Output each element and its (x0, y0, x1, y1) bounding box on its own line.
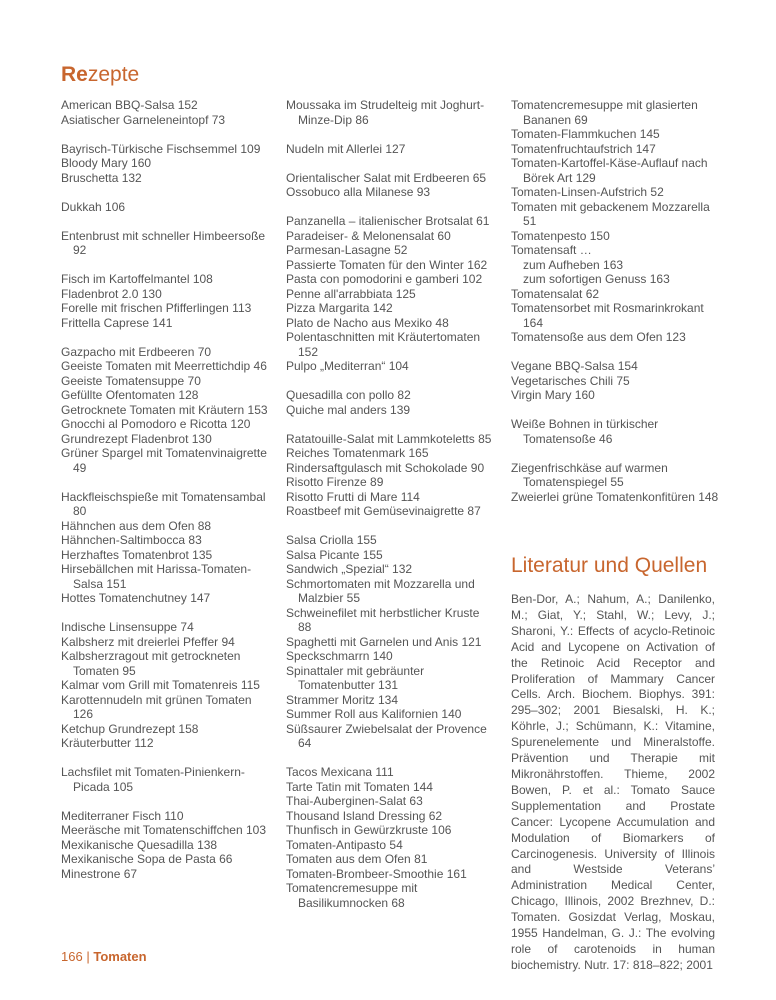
index-entry: Tomatensorbet mit Rosmarinkrokant 164 (511, 301, 704, 330)
index-group (511, 98, 721, 345)
index-group (286, 765, 496, 910)
index-entry: Pasta con pomodorini e gamberi 102 (286, 272, 483, 286)
index-entry: Salsa Criolla 155 (286, 533, 377, 547)
index-entry: Schweinefilet mit herbstlicher Kruste 88 (286, 605, 480, 634)
index-entry: Mediterraner Fisch 110 (61, 808, 184, 823)
index-entry: Hackfleischspieße mit Tomatensambal 80 (61, 489, 266, 518)
index-entry: Spinattaler mit gebräunter Tomatenbutter 131 (286, 663, 425, 692)
index-group (511, 417, 721, 446)
index-group (61, 490, 271, 606)
index-entry: Tomatencremesuppe mit Basilikumnocken 68 (286, 881, 418, 910)
index-entry: Mexikanische Quesadilla 138 (61, 837, 218, 852)
index-entry: Hähnchen aus dem Ofen 88 (61, 518, 212, 533)
index-group (511, 359, 721, 403)
index-entry: Tarte Tatin mit Tomaten 144 (286, 779, 433, 794)
index-entry: Fladenbrot 2.0 130 (61, 286, 162, 301)
index-entry: Thousand Island Dressing 62 (286, 808, 443, 823)
index-entry: Penne all'arrabbiata 125 (286, 286, 416, 301)
index-entry: Vegetarisches Chili 75 (511, 373, 630, 388)
index-entry: Tomatensaft … (511, 243, 592, 257)
index-entry: Kalbsherz mit dreierlei Pfeffer 94 (61, 634, 235, 649)
index-entry: Thunfisch in Gewürzkruste 106 (286, 823, 452, 837)
index-entry: Herzhaftes Tomatenbrot 135 (61, 547, 213, 562)
index-group (286, 171, 496, 200)
index-group (511, 461, 721, 505)
index-entry: Grundrezept Fladenbrot 130 (61, 431, 212, 446)
index-entry: Hirsebällchen mit Harissa-Tomaten-Salsa 151 (61, 562, 252, 591)
index-entry: Tomaten-Kartoffel-Käse-Auflauf nach Börek Art 129 (511, 156, 708, 185)
index-group (286, 432, 496, 519)
index-column-2 (286, 98, 496, 925)
index-entry: Kräuterbutter 112 (61, 736, 154, 750)
index-entry: Spaghetti mit Garnelen und Anis 121 (286, 634, 482, 649)
page-number: 166 (61, 949, 83, 964)
index-entry: Quiche mal anders 139 (286, 402, 411, 417)
index-group (286, 142, 496, 157)
index-entry: Salsa Picante 155 (286, 547, 383, 562)
index-group (61, 345, 271, 476)
index-entry: Bayrisch-Türkische Fischsemmel 109 (61, 141, 261, 156)
index-group (61, 229, 271, 258)
index-entry: Risotto Frutti di Mare 114 (286, 489, 420, 504)
literature-text: Ben-Dor, A.; Nahum, A.; Danilenko, M.; Giat, Y.; Stahl, W.; Levy, J.; Sharoni, Y.: Effects of acyclo-Retinoic Acid and Lycopene on Activation of the Retinoic Acid Receptor and Proliferation of Mammary Cancer Cells. Arch. Biochem. Biophys. 391: 295–302; 2001 Biesalski, H. K.; Köhrle, J.; Schümann, K.: Vitamine, Spurenelemente und Mineralstoffe. Prävention und Therapie mit Mikronährstoffen. Thieme, 2002 Bowen, P. et al.: Tomato Sauce Supplementation and Prostate Cancer: Lycopene Accumulation and Modulation of Biomarkers of Carcinogenesis. University of Illinois and Westside Veterans’ Administration Medical Center, Chicago, Illinois, 2002 Brezhnev, D.: Tomaten. Gosizdat Verlag, Moskau, 1955 Handelman, G. J.: The evolving role of carotenoids in human biochemistry. Nutr. 17: 818–822; 2001 (511, 592, 715, 972)
index-entry: Tomatencremesuppe mit glasierten Bananen 69 (511, 98, 698, 127)
index-group (61, 765, 271, 794)
index-entry: Tomaten-Linsen-Aufstrich 52 (511, 185, 664, 199)
index-group (286, 214, 496, 374)
index-entry: Geeiste Tomaten mit Meerrettichdip 46 (61, 359, 267, 373)
index-entry: Bruschetta 132 (61, 170, 142, 185)
index-entry: Minestrone 67 (61, 866, 138, 881)
index-entry: Indische Linsensuppe 74 (61, 620, 194, 634)
index-entry: Nudeln mit Allerlei 127 (286, 141, 406, 156)
index-entry: zum sofortigen Genuss 163 (523, 272, 670, 286)
index-entry: Strammer Moritz 134 (286, 692, 399, 707)
index-entry: Moussaka im Strudelteig mit Joghurt-Minze-Dip 86 (286, 98, 485, 127)
index-column-3 (511, 98, 721, 519)
index-entry: Lachsfilet mit Tomaten-Pinienkern-Picada 105 (61, 765, 245, 794)
index-entry: Ketchup Grundrezept 158 (61, 721, 199, 736)
index-entry: Asiatischer Garneleneintopf 73 (61, 112, 226, 127)
index-entry: Summer Roll aus Kalifornien 140 (286, 707, 462, 721)
index-group (61, 620, 271, 751)
index-group (61, 200, 271, 215)
index-group (61, 272, 271, 330)
index-entry: Gazpacho mit Erdbeeren 70 (61, 344, 212, 359)
index-entry: Polentaschnitten mit Kräutertomaten 152 (286, 330, 481, 359)
index-entry: Tomatensalat 62 (511, 286, 600, 301)
index-entry: Paradeiser- & Melonensalat 60 (286, 228, 451, 243)
index-entry: Panzanella – italienischer Brotsalat 61 (286, 214, 490, 228)
index-entry: Ziegenfrischkäse auf warmen Tomatenspiegel 55 (511, 460, 668, 489)
index-entry: Pulpo „Mediterran“ 104 (286, 359, 409, 373)
index-entry: Risotto Firenze 89 (286, 475, 384, 489)
index-entry: Gefüllte Ofentomaten 128 (61, 388, 199, 402)
index-entry: Zweierlei grüne Tomatenkonfitüren 148 (511, 489, 719, 504)
index-entry: Fisch im Kartoffelmantel 108 (61, 272, 213, 286)
title-rest: zepte (87, 63, 140, 86)
index-entry: Speckschmarrn 140 (286, 649, 393, 663)
page-title (61, 63, 139, 87)
index-entry: Kalmar vom Grill mit Tomatenreis 115 (61, 678, 260, 692)
index-entry: Tomaten-Brombeer-Smoothie 161 (286, 866, 467, 881)
page-footer (61, 949, 147, 964)
index-entry: Meeräsche mit Tomatenschiffchen 103 (61, 823, 267, 837)
index-entry: Gnocchi al Pomodoro e Ricotta 120 (61, 417, 251, 431)
index-entry: Ratatouille-Salat mit Lammkoteletts 85 (286, 431, 492, 446)
index-entry: Dukkah 106 (61, 199, 126, 214)
index-entry: Kalbsherzragout mit getrockneten Tomaten 95 (61, 649, 241, 678)
index-entry: Pizza Margarita 142 (286, 301, 393, 315)
index-entry: Forelle mit frischen Pfifferlingen 113 (61, 301, 252, 315)
index-entry: Tomatensoße aus dem Ofen 123 (511, 330, 686, 344)
index-entry: Quesadilla con pollo 82 (286, 388, 411, 402)
index-entry: Vegane BBQ-Salsa 154 (511, 359, 638, 373)
index-entry: Passierte Tomaten für den Winter 162 (286, 257, 488, 272)
index-group (286, 533, 496, 751)
index-entry: Tomatenfruchtaufstrich 147 (511, 141, 656, 156)
index-entry: Orientalischer Salat mit Erdbeeren 65 (286, 170, 487, 185)
index-entry: Tomaten mit gebackenem Mozzarella 51 (511, 199, 710, 228)
literature-title: Literatur und Quellen (511, 554, 708, 577)
book-title: Tomaten (93, 949, 147, 964)
footer-separator: | (86, 949, 90, 964)
index-entry: Geeiste Tomatensuppe 70 (61, 373, 201, 388)
index-entry: American BBQ-Salsa 152 (61, 98, 198, 112)
index-entry: Schmortomaten mit Mozzarella und Malzbier 55 (286, 576, 475, 605)
index-entry: Hähnchen-Saltimbocca 83 (61, 533, 202, 547)
index-entry: Entenbrust mit schneller Himbeersoße 92 (61, 228, 266, 257)
index-entry: Tacos Mexicana 111 (286, 765, 394, 779)
index-entry: Tomaten aus dem Ofen 81 (286, 852, 428, 866)
index-entry: Mexikanische Sopa de Pasta 66 (61, 852, 233, 866)
index-group (61, 809, 271, 882)
index-entry: Süßsaurer Zwiebelsalat der Provence 64 (286, 721, 487, 750)
index-group (286, 388, 496, 417)
index-entry: Virgin Mary 160 (511, 388, 595, 402)
index-entry: Getrocknete Tomaten mit Kräutern 153 (61, 402, 268, 417)
index-entry: Sandwich „Spezial“ 132 (286, 562, 413, 576)
index-entry: Ossobuco alla Milanese 93 (286, 185, 431, 199)
index-entry: Rindersaftgulasch mit Schokolade 90 (286, 460, 485, 475)
index-group (61, 98, 271, 127)
index-entry: Tomaten-Antipasto 54 (286, 837, 403, 852)
index-group (286, 98, 496, 127)
index-entry: Weiße Bohnen in türkischer Tomatensoße 46 (511, 417, 659, 446)
title-highlight: Re (61, 63, 88, 86)
index-entry: Bloody Mary 160 (61, 156, 152, 170)
index-entry: Karottennudeln mit grünen Tomaten 126 (61, 692, 252, 721)
index-entry: Grüner Spargel mit Tomatenvinaigrette 49 (61, 446, 267, 475)
index-entry: Parmesan-Lasagne 52 (286, 243, 408, 257)
index-entry: Tomatenpesto 150 (511, 228, 610, 243)
index-entry: Frittella Caprese 141 (61, 315, 173, 330)
index-entry: Reiches Tomatenmark 165 (286, 446, 429, 460)
index-entry: Tomaten-Flammkuchen 145 (511, 127, 660, 141)
index-entry: Roastbeef mit Gemüsevinaigrette 87 (286, 504, 481, 518)
index-group (61, 142, 271, 186)
index-entry: Thai-Auberginen-Salat 63 (286, 794, 423, 808)
index-column-1 (61, 98, 271, 896)
index-entry: zum Aufheben 163 (523, 257, 624, 272)
index-entry: Plato de Nacho aus Mexiko 48 (286, 315, 449, 330)
index-entry: Hottes Tomatenchutney 147 (61, 591, 211, 605)
